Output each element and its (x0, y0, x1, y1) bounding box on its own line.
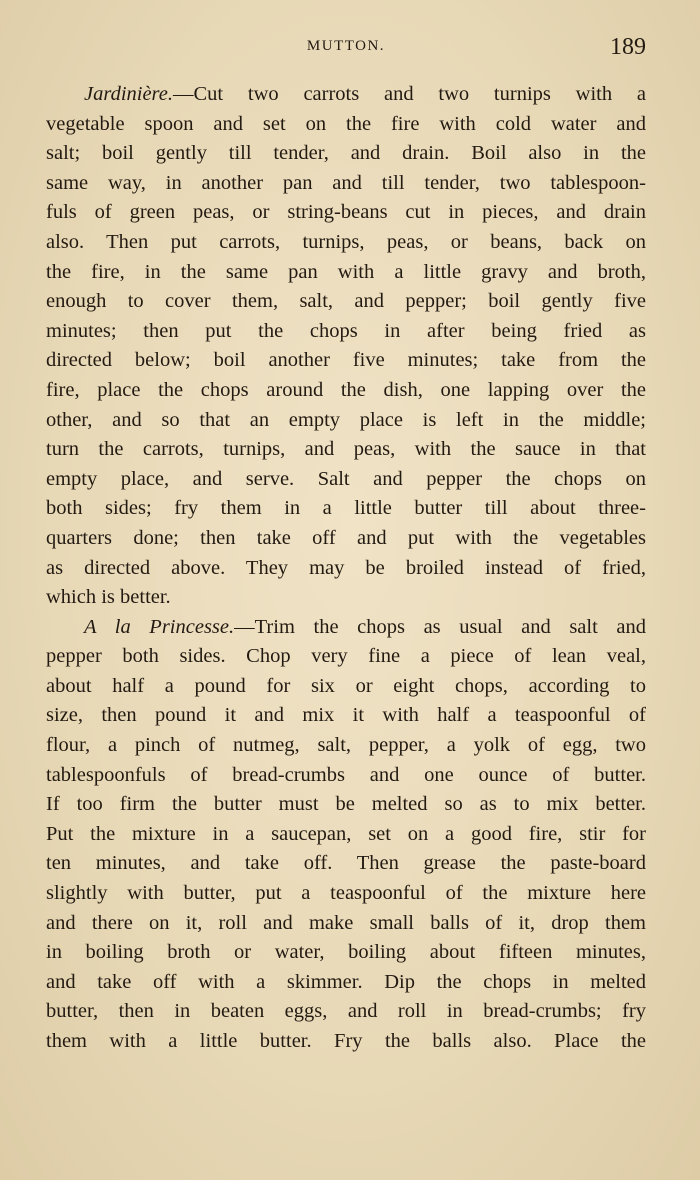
text-line: fuls of green peas, or string-beans cut in pieces, and drain (46, 201, 646, 224)
text-line: also. Then put carrots, turnips, peas, or beans, back on (46, 230, 646, 253)
text-line: flour, a pinch of nutmeg, salt, pepper, a yolk of egg, two (46, 734, 646, 757)
text-line (46, 80, 646, 110)
text-line: quarters done; then take off and put with the vegetables (46, 526, 646, 549)
text-line: directed below; boil another five minutes; take from the (46, 349, 646, 372)
text-line: in boiling broth or water, boiling about fifteen minutes, (46, 941, 646, 964)
text-line: vegetable spoon and set on the fire with cold water and (46, 112, 646, 135)
page-number: 189 (610, 34, 646, 60)
text-span: —Cut two carrots and two turnips with a (173, 83, 646, 105)
text-line: enough to cover them, salt, and pepper; boil gently five (46, 290, 646, 313)
text-line: and take off with a skimmer. Dip the chops in melted (46, 970, 646, 993)
text-line: turn the carrots, turnips, and peas, with the sauce in that (46, 438, 646, 461)
text-line: which is better. (46, 586, 171, 609)
recipe-heading-a-la-princesse: A la Princesse. (84, 615, 235, 638)
text-line: same way, in another pan and till tender, two tablespoon- (46, 171, 646, 194)
text-line: about half a pound for six or eight chops, according to (46, 674, 646, 697)
text-line: size, then pound it and mix it with half a teaspoonful of (46, 704, 646, 727)
text-line (46, 613, 646, 643)
text-line: them with a little butter. Fry the balls also. Place the (46, 1030, 646, 1052)
text-line: salt; boil gently till tender, and drain. Boil also in the (46, 142, 646, 165)
body-text (46, 80, 646, 1057)
running-head (46, 34, 646, 64)
text-line: slightly with butter, put a teaspoonful of the mixture here (46, 882, 646, 905)
text-line: as directed above. They may be broiled instead of fried, (46, 556, 646, 579)
text-line: other, and so that an empty place is left in the middle; (46, 408, 646, 431)
text-line: fire, place the chops around the dish, one lapping over the (46, 378, 646, 401)
text-line: pepper both sides. Chop very fine a piece of lean veal, (46, 645, 646, 668)
text-line: butter, then in beaten eggs, and roll in bread-crumbs; fry (46, 1000, 646, 1023)
text-line: the fire, in the same pan with a little gravy and broth, (46, 260, 646, 283)
text-line: empty place, and serve. Salt and pepper the chops on (46, 467, 646, 490)
text-line: and there on it, roll and make small balls of it, drop them (46, 911, 646, 934)
text-line: Put the mixture in a saucepan, set on a good fire, stir for (46, 822, 646, 845)
text-line: both sides; fry them in a little butter till about three- (46, 497, 646, 520)
text-line: If too firm the butter must be melted so as to mix better. (46, 793, 646, 816)
text-line: minutes; then put the chops in after being fried as (46, 319, 646, 342)
text-line: ten minutes, and take off. Then grease the paste-board (46, 852, 646, 875)
text-line: tablespoonfuls of bread-crumbs and one ounce of butter. (46, 763, 646, 786)
running-title: MUTTON. (306, 38, 386, 54)
text-span: —Trim the chops as usual and salt and (234, 615, 646, 638)
recipe-heading-jardiniere: Jardinière. (84, 83, 173, 105)
